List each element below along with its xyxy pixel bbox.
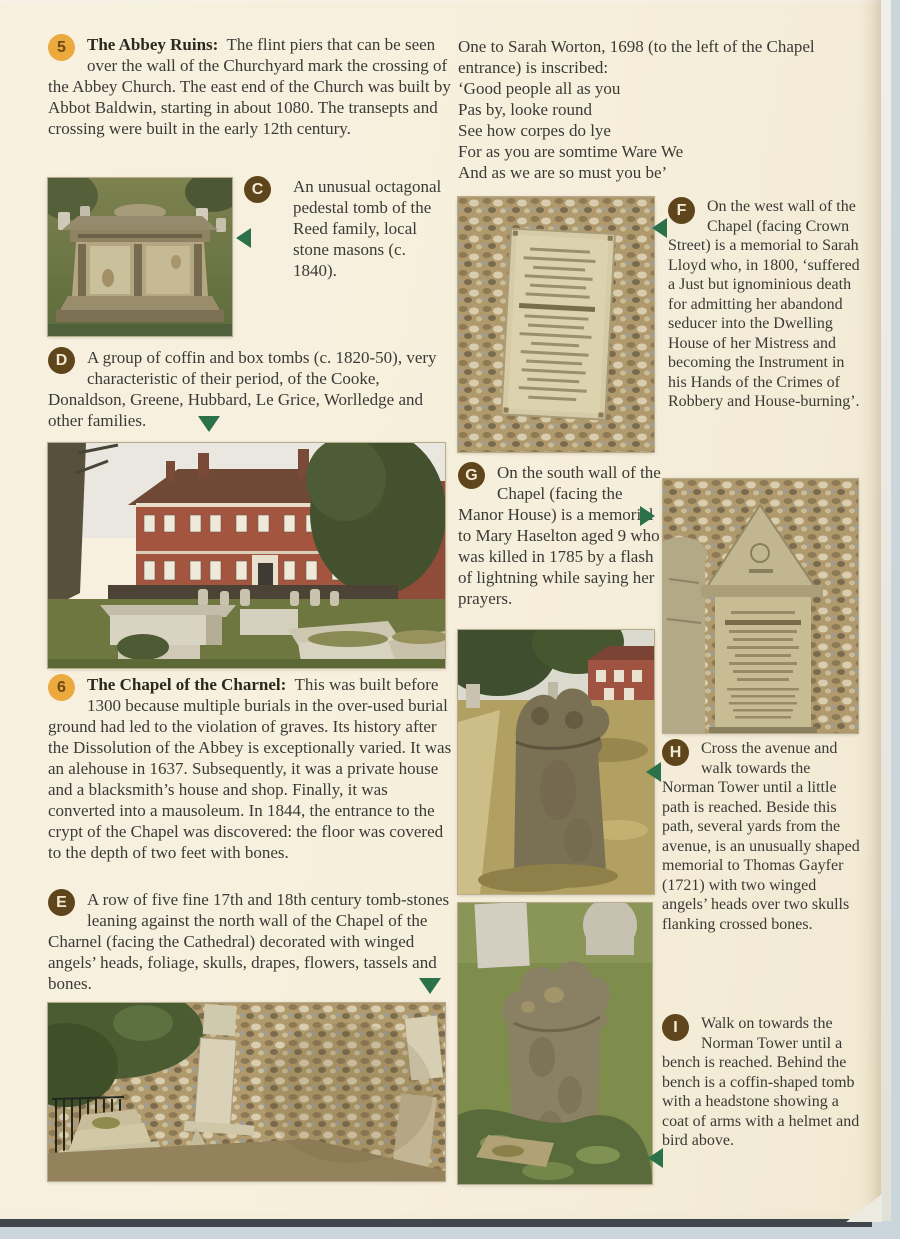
item-e-arrow-down-icon: [419, 978, 441, 994]
item-e: [48, 889, 456, 994]
section-5-abbey-ruins: [48, 34, 456, 139]
item-c-text: An unusual octagonal pedestal tomb of the Reed family, local stone masons (c. 1840).: [293, 177, 442, 280]
photo-charnel-wall: [48, 1003, 445, 1181]
item-i-text: Walk on towards the Norman Tower until a bench is reached. Behind the bench is a coffin-shaped tomb with a headstone showing a coat of arms with a helmet and bird above.: [662, 1015, 860, 1149]
section-6-marker-badge: 6: [48, 674, 75, 701]
item-d-text: A group of coffin and box tombs (c. 1820-50), very characteristic of their period, of the Cooke, Donaldson, Greene, Hubbard, Le Grice, Worlledge and other families.: [48, 348, 437, 430]
poem-line: ‘Good people all as you: [458, 79, 621, 98]
item-f-marker-badge: F: [668, 197, 695, 224]
poem-line: For as you are somtime Ware We: [458, 142, 684, 161]
item-i-arrow-left-icon: [648, 1148, 663, 1168]
worton-inscription: [458, 36, 864, 183]
item-d-arrow-down-icon: [198, 416, 220, 432]
item-h-marker-badge: H: [662, 739, 689, 766]
item-h-arrow-left-icon: [646, 762, 661, 782]
photo-churchyard-tombs: [48, 443, 445, 668]
section-6-chapel-charnel: [48, 674, 458, 863]
poem-line: And as we are so must you be’: [458, 163, 668, 182]
item-g-marker-badge: G: [458, 462, 485, 489]
item-c-marker-badge: C: [244, 176, 271, 203]
item-c: [244, 176, 452, 281]
section-6-body: This was built before 1300 because multiple burials in the over-used burial ground had led to the violation of graves. Its history after the Dissolution of the Abbey is exceptionally varied. It was an alehouse in 1637. Subsequently, it was a private house and a blacksmith’s house and shop. Finally, it was converted into a mausoleum. In 1844, the entrance to the crypt of the Chapel was discovered: the floor was covered to the depth of two feet with bones.: [48, 675, 452, 862]
photo-mary-haselton-memorial: [663, 479, 858, 733]
item-h-text: Cross the avenue and walk towards the Norman Tower until a little path is reached. Beside this path, several yards from the avenue, is an unusually shaped memorial to Thomas Gayfer (1721) with two winged angels’ heads over two skulls flanking crossed bones.: [662, 740, 860, 933]
item-g-arrow-right-icon: [640, 506, 655, 526]
item-i: [662, 1014, 862, 1151]
worton-intro: One to Sarah Worton, 1698 (to the left of the Chapel entrance) is inscribed:: [458, 37, 815, 77]
section-6-title: The Chapel of the Charnel:: [87, 675, 287, 694]
item-f: [668, 197, 862, 412]
item-f-arrow-left-icon: [652, 218, 667, 238]
item-d-marker-badge: D: [48, 347, 75, 374]
item-g-text: On the south wall of the Chapel (facing the Manor House) is a memorial to Mary Haselton aged 9 who was killed in 1785 by a flash of lightning while saying her prayers.: [458, 463, 661, 608]
poem-line: See how corpes do lye: [458, 121, 611, 140]
item-c-arrow-left-icon: [236, 228, 251, 248]
item-g: [458, 462, 663, 609]
photo-sarah-lloyd-memorial: [458, 197, 654, 452]
item-h: [662, 739, 862, 934]
section-5-marker-badge: 5: [48, 34, 75, 61]
poem-line: Pas by, looke round: [458, 100, 592, 119]
scan-bottom-edge: [0, 1219, 872, 1227]
worton-poem: [458, 78, 864, 183]
item-f-text: On the west wall of the Chapel (facing Crown Street) is a memorial to Sarah Lloyd who, in 1800, ‘suffered a Just but ignominious death for admitting her abandond seducer into the Dwelling House of her Mistress and becoming the Instrument in his Hands of the Crimes of Robbery and House-burning’.: [668, 198, 860, 410]
section-5-title: The Abbey Ruins:: [87, 35, 219, 54]
section-5-body: The flint piers that can be seen over the wall of the Churchyard mark the crossing of the Abbey Church. The east end of the Church was built by Abbot Baldwin, starting in about 1080. The transepts and crossing were built in the early 12th century.: [48, 35, 451, 138]
photo-coat-of-arms-headstone: [458, 903, 652, 1184]
photo-gayfer-memorial: [458, 630, 654, 894]
item-i-marker-badge: I: [662, 1014, 689, 1041]
item-e-text: A row of five fine 17th and 18th century tomb-stones leaning against the north wall of the Chapel of the Charnel (facing the Cathedral) decorated with winged angels’ heads, foliage, skulls, drapes, flowers, tassels and bones.: [48, 890, 450, 993]
item-e-marker-badge: E: [48, 889, 75, 916]
page-corner-fold: [846, 1194, 882, 1222]
photo-octagonal-tomb: [48, 178, 232, 336]
item-d: [48, 347, 456, 431]
